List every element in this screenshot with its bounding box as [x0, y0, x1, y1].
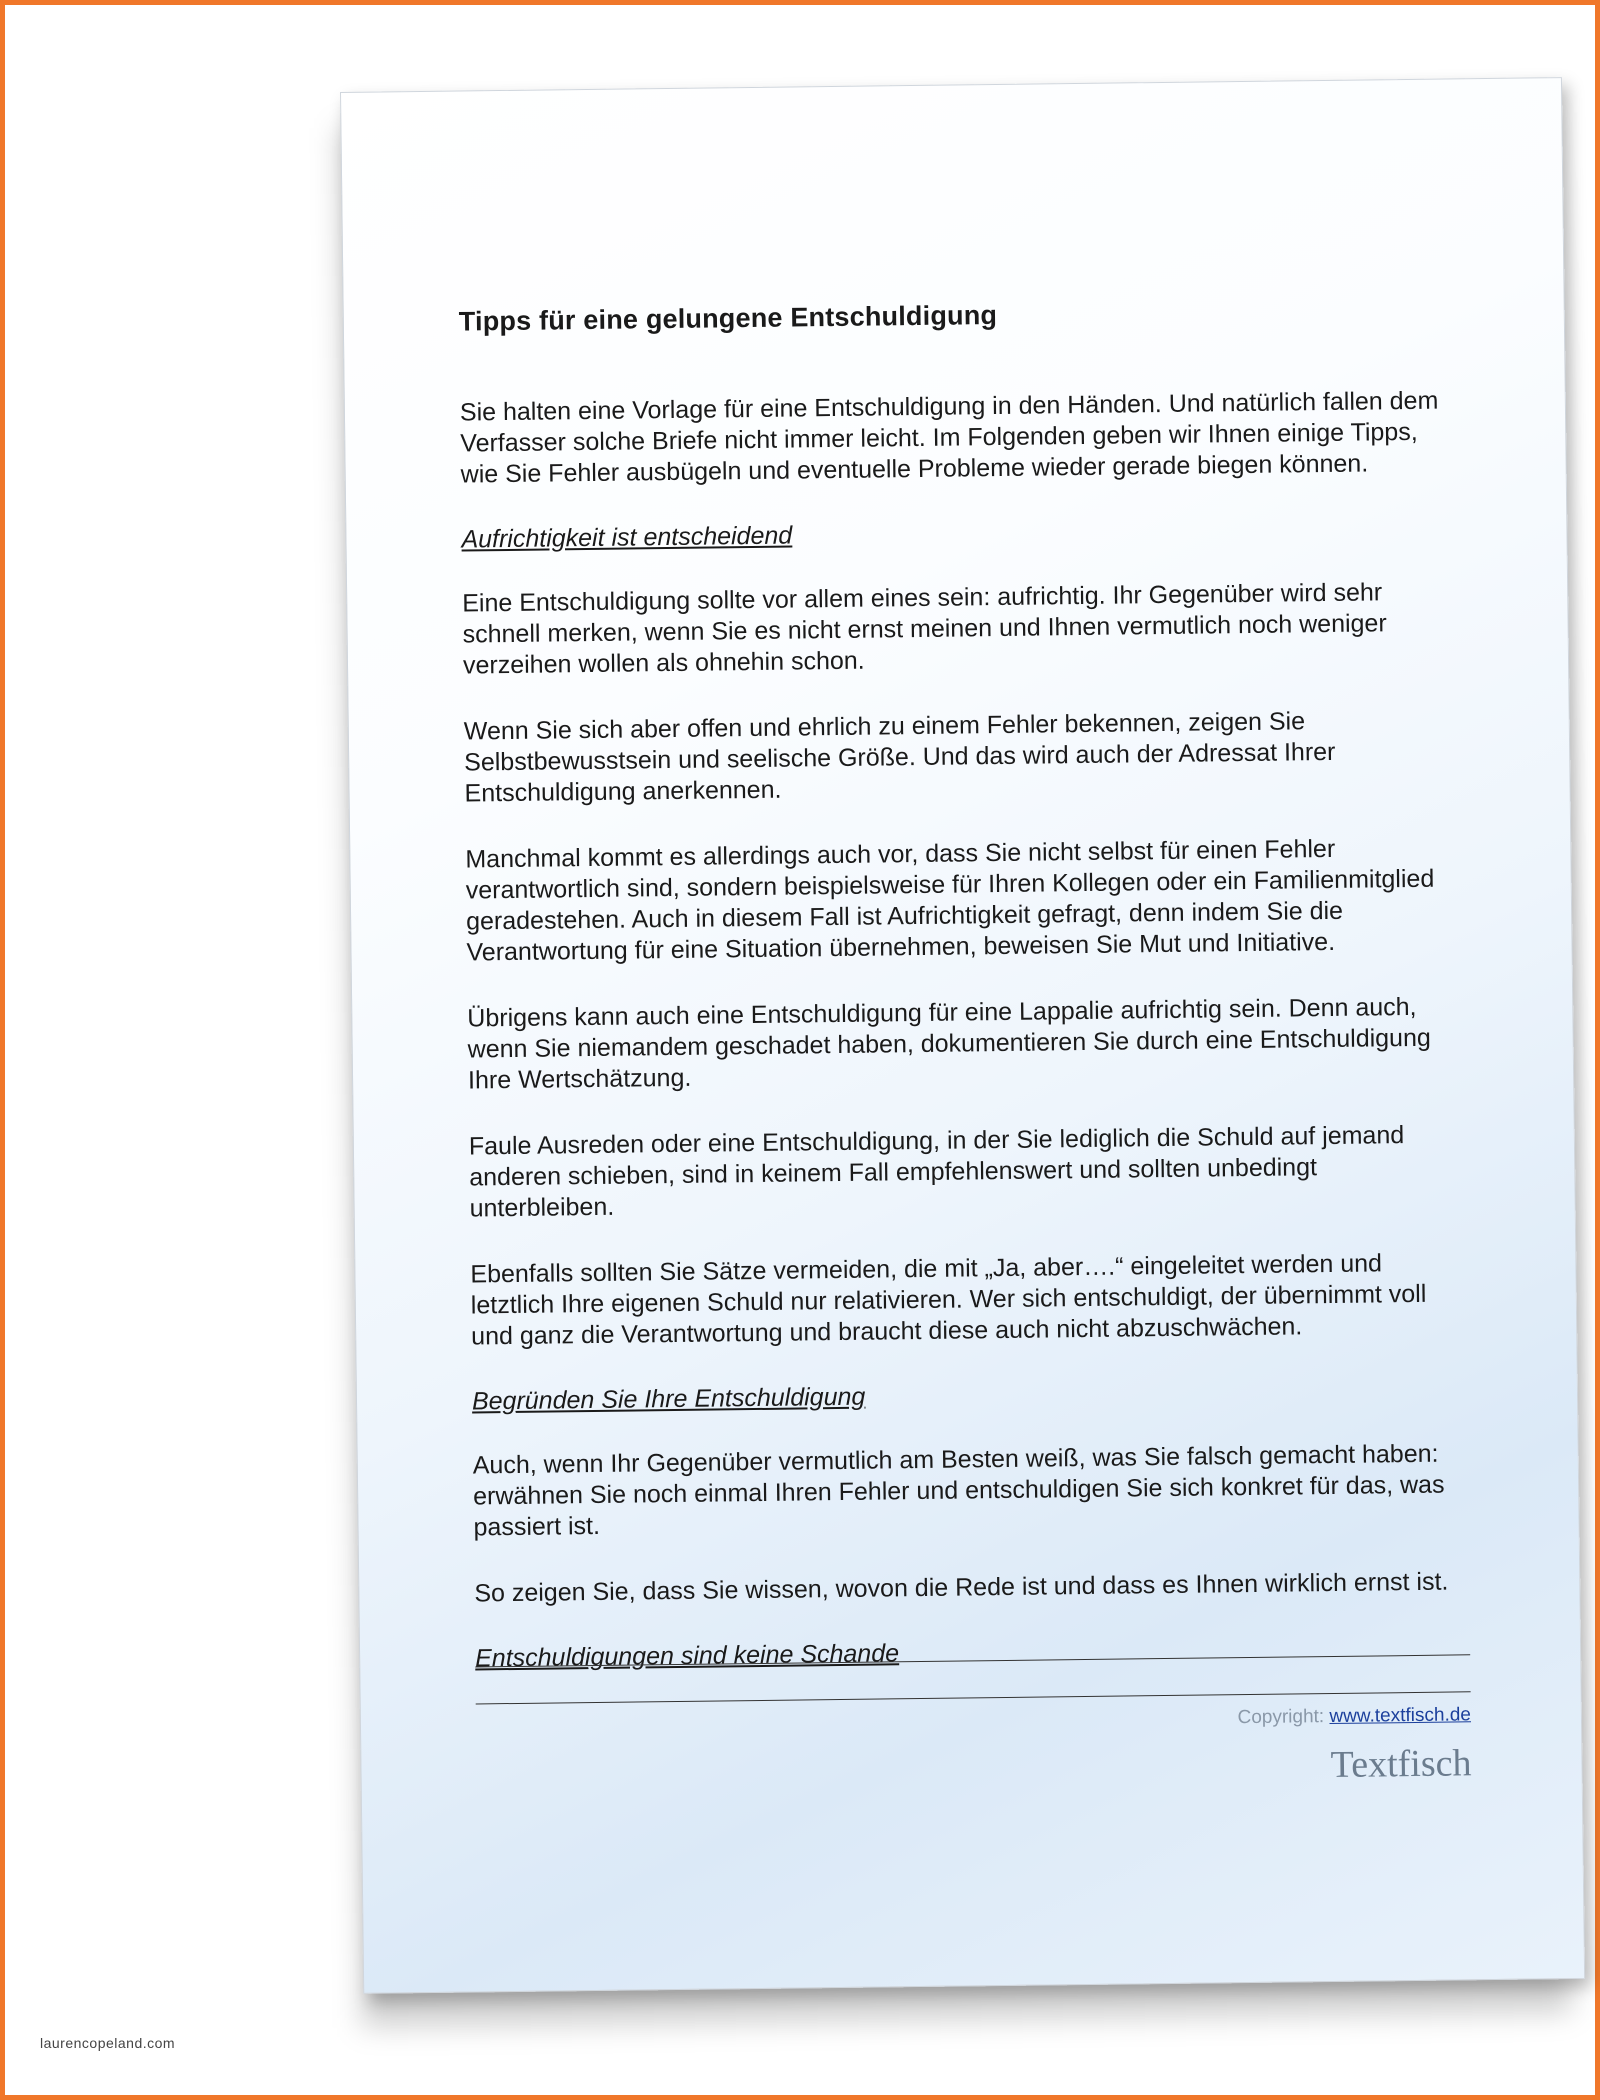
document-content	[459, 295, 1456, 1708]
copyright-label: Copyright:	[1237, 1706, 1325, 1729]
paragraph: Übrigens kann auch eine Entschuldigung für eine Lappalie aufrichtig sein. Denn auch, wenn Sie niemandem geschadet haben, dokumentieren Sie durch eine Entschuldigung Ihre Wertschätzung.	[467, 992, 1431, 1095]
paragraph: Wenn Sie sich aber offen und ehrlich zu einem Fehler bekennen, zeigen Sie Selbstbewusstsein und seelische Größe. Und das wird auch der Adressat Ihrer Entschuldigung anerkennen.	[463, 707, 1336, 808]
section-heading-begruenden: Begründen Sie Ihre Entschuldigung	[471, 1382, 866, 1416]
copyright-notice	[1131, 1704, 1471, 1730]
paragraph: Auch, wenn Ihr Gegenüber vermutlich am Besten weiß, was Sie falsch gemacht haben: erwähnen Sie noch einmal Ihren Fehler und entschuldigen Sie sich konkret für das, was passiert ist.	[472, 1439, 1445, 1542]
document-page	[340, 77, 1585, 1994]
site-watermark: laurencopeland.com	[40, 2035, 176, 2051]
paragraph: Manchmal kommt es allerdings auch vor, dass Sie nicht selbst für einen Fehler verantwortlich sind, sondern beispielsweise für Ihren Kollegen oder ein Familienmitglied geradestehen. Auch in diesem Fall ist Aufrichtigkeit gefragt, denn indem Sie die Verantwortung für eine Situation übernehmen, beweisen Sie Mut und Initiative.	[465, 834, 1435, 967]
paragraph: Eine Entschuldigung sollte vor allem eines sein: aufrichtig. Ihr Gegenüber wird sehr schnell merken, wenn Sie es nicht ernst meinen und Ihnen vermutlich noch weniger verzeihen wollen als ohnehin schon.	[462, 578, 1387, 680]
paragraph: Ebenfalls sollten Sie Sätze vermeiden, die mit „Ja, aber….“ eingeleitet werden und letztlich Ihre eigenen Schuld nur relativieren. Wer sich entschuldigt, der übernimmt voll und ganz die Verantwortung und braucht diese auch nicht abzuschwächen.	[470, 1249, 1427, 1351]
section-heading-schande: Entschuldigungen sind keine Schande	[474, 1639, 900, 1673]
paragraph-intro: Sie halten eine Vorlage für eine Entschuldigung in den Händen. Und natürlich fallen dem Verfasser solche Briefe nicht immer leicht. Im Folgenden geben wir Ihnen einige Tipps, wie Sie Fehler ausbügeln und eventuelle Probleme wieder gerade biegen können.	[459, 386, 1439, 489]
paragraph: Faule Ausreden oder eine Entschuldigung, in der Sie lediglich die Schuld auf jemand anderen schieben, sind in keinem Fall empfehlenswert und sollten unbedingt unterbleiben.	[468, 1121, 1405, 1223]
section-heading-aufrichtigkeit: Aufrichtigkeit ist entscheidend	[461, 521, 793, 554]
copyright-link[interactable]: www.textfisch.de	[1329, 1704, 1472, 1728]
document-title: Tipps für eine gelungene Entschuldigung	[458, 299, 998, 337]
paragraph: So zeigen Sie, dass Sie wissen, wovon die Rede ist und dass es Ihnen wirklich ernst ist.	[474, 1567, 1449, 1608]
brand-logo: Textfisch	[1330, 1742, 1472, 1787]
